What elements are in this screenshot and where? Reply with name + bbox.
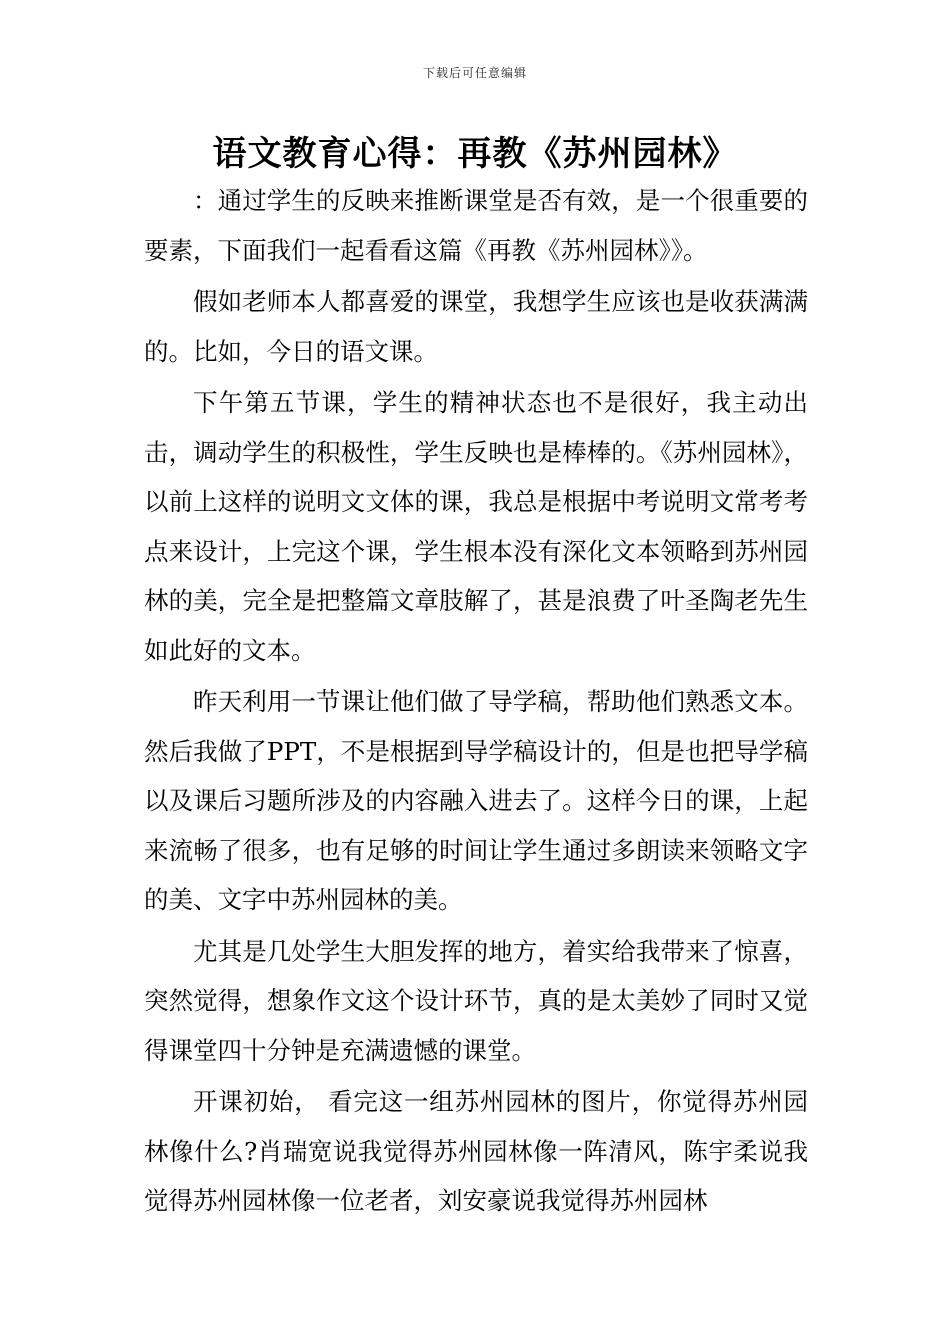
document-body: [144, 176, 808, 1228]
paragraph: 昨天利用一节课让他们做了导学稿，帮助他们熟悉文本。然后我做了PPT，不是根据到导学稿设计的，但是也把导学稿以及课后习题所涉及的内容融入进去了。这样今日的课，上起来流畅了很多，也有足够的时间让学生通过多朗读来领略文字的美、文字中苏州园林的美。: [144, 687, 808, 914]
paragraph: 下午第五节课，学生的精神状态也不是很好，我主动出击，调动学生的积极性，学生反映也是棒棒的。《苏州园林》，以前上这样的说明文文体的课，我总是根据中考说明文常考考点来设计，上完这个课，学生根本没有深化文本领略到苏州园林的美，完全是把整篇文章肢解了，甚是浪费了叶圣陶老先生如此好的文本。: [144, 388, 808, 665]
document-title: 语文教育心得：再教《苏州园林》: [212, 134, 738, 174]
paragraph: 假如老师本人都喜爱的课堂，我想学生应该也是收获满满的。比如，今日的语文课。: [144, 287, 808, 366]
paragraph: 开课初始， 看完这一组苏州园林的图片，你觉得苏州园林像什么?肖瑞宽说我觉得苏州园林像一阵清风，陈宇柔说我觉得苏州园林像一位老者，刘安豪说我觉得苏州园林: [144, 1087, 808, 1215]
paragraph: ：通过学生的反映来推断课堂是否有效，是一个很重要的要素，下面我们一起看看这篇《再教《苏州园林》》。: [144, 186, 808, 265]
paragraph: 尤其是几处学生大胆发挥的地方，着实给我带来了惊喜，突然觉得，想象作文这个设计环节，真的是太美妙了同时又觉得课堂四十分钟是充满遗憾的课堂。: [144, 936, 808, 1065]
header-note: 下载后可任意编辑: [422, 66, 527, 80]
